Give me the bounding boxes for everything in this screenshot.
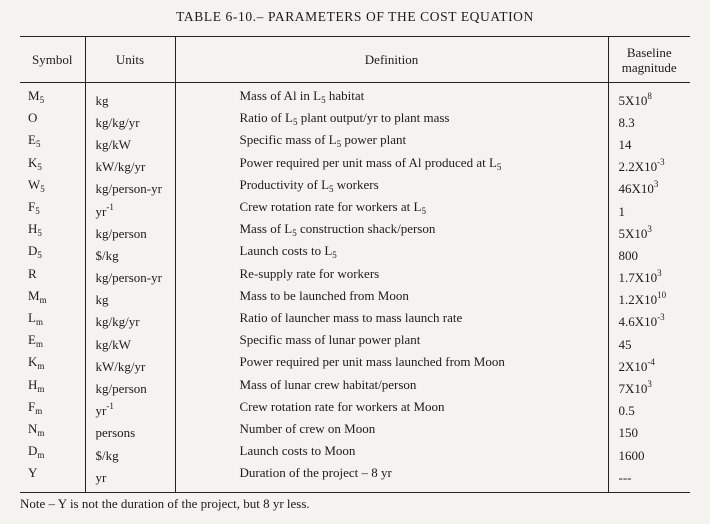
symbol-subscript: 5 [37,250,42,261]
symbol: N [28,420,38,436]
symbol-cell [20,442,85,464]
symbol-subscript: m [35,405,43,416]
magnitude-superscript: 8 [647,90,652,101]
symbol: M [28,88,40,104]
units-cell [85,287,175,309]
symbol-subscript: 5 [35,206,40,217]
magnitude-superscript: -4 [647,356,655,367]
symbol-cell [20,83,85,110]
magnitude: 150 [618,425,638,441]
units: yr [95,403,107,419]
definition-subscript: 5 [321,95,326,106]
symbol-cell [20,353,85,375]
symbol-subscript: 5 [40,183,45,194]
magnitude: 8.3 [618,114,635,130]
units-cell [85,131,175,153]
symbol: K [28,354,38,370]
definition-cell [175,176,608,198]
table-row [20,265,690,287]
symbol-subscript: m [37,383,45,394]
magnitude: 2X10 [618,358,648,374]
magnitude-cell [608,265,690,287]
header-row [20,37,690,83]
units-superscript: -1 [106,401,114,412]
units: kg [95,292,109,308]
symbol-cell [20,287,85,309]
units: kg/kW [95,336,131,352]
magnitude-cell [608,83,690,110]
symbol: D [28,443,38,459]
definition-cell [175,109,608,131]
definition-cell [175,353,608,375]
magnitude: 1 [618,203,625,219]
magnitude: 7X10 [618,381,648,397]
definition-cell [175,83,608,110]
table-row [20,287,690,309]
header-units: Units [85,37,175,83]
symbol: M [28,287,40,303]
definition: Mass to be launched from Moon [239,287,409,303]
magnitude-superscript: -3 [657,157,665,168]
units: kg/kg/yr [95,314,140,330]
units-superscript: -1 [106,201,114,212]
symbol-cell [20,176,85,198]
definition: Power required per unit mass of Al produced at L [239,154,497,170]
units-cell [85,109,175,131]
magnitude-cell [608,198,690,220]
symbol-subscript: m [35,316,43,327]
definition-cell [175,265,608,287]
magnitude-cell [608,464,690,493]
definition: Duration of the project – 8 yr [239,465,392,481]
header-baseline-line1: Baseline [626,44,672,60]
units: $/kg [95,247,119,263]
definition-cell [175,309,608,331]
symbol-subscript: m [39,294,47,305]
symbol: W [28,176,41,192]
definition-cell [175,420,608,442]
symbol-cell [20,464,85,493]
magnitude-cell [608,287,690,309]
definition-cell [175,154,608,176]
symbol-cell [20,309,85,331]
table-row [20,331,690,353]
symbol-subscript: m [35,339,43,350]
symbol-cell [20,154,85,176]
definition: Productivity of L [239,176,330,192]
magnitude-cell [608,353,690,375]
definition: Launch costs to L [239,243,333,259]
definition: Mass of L [239,221,293,237]
table-row [20,464,690,493]
symbol-cell [20,131,85,153]
header-symbol: Symbol [20,37,85,83]
definition-cell [175,198,608,220]
symbol-cell [20,109,85,131]
magnitude: 2.2X10 [618,159,658,175]
magnitude-cell [608,131,690,153]
definition-subscript: 5 [292,228,297,239]
magnitude-cell [608,331,690,353]
symbol: F [28,199,36,215]
definition: Number of crew on Moon [239,420,376,436]
symbol-cell [20,420,85,442]
table-title: TABLE 6-10.– PARAMETERS OF THE COST EQUATION [176,9,534,24]
units: $/kg [95,447,119,463]
units-cell [85,176,175,198]
symbol-subscript: 5 [37,161,42,172]
header-baseline-line2: magnitude [621,59,677,75]
magnitude-superscript: 3 [657,268,662,279]
definition-subscript: 5 [421,206,426,217]
symbol-cell [20,398,85,420]
units-cell [85,353,175,375]
definition: Ratio of launcher mass to mass launch rate [239,309,463,325]
table-row [20,375,690,397]
table-note: Note – Y is not the duration of the project, but 8 yr less. [20,496,310,511]
table-row [20,198,690,220]
magnitude: 1600 [618,447,645,463]
magnitude-superscript: 3 [647,379,652,390]
magnitude: --- [618,469,632,485]
definition-suffix: construction shack/person [296,221,436,237]
symbol: O [28,110,38,126]
table-row [20,131,690,153]
symbol: K [28,154,38,170]
table-row [20,109,690,131]
definition: Re-supply rate for workers [239,265,380,281]
symbol-cell [20,220,85,242]
magnitude: 1.7X10 [618,270,658,286]
definition: Crew rotation rate for workers at L [239,199,422,215]
units: kW/kg/yr [95,358,146,374]
magnitude: 0.5 [618,403,635,419]
table-row [20,398,690,420]
magnitude: 5X10 [618,92,648,108]
symbol-cell [20,242,85,264]
definition: Crew rotation rate for workers at Moon [239,398,445,414]
definition-subscript: 5 [332,250,337,261]
definition-cell [175,220,608,242]
definition-cell [175,331,608,353]
magnitude: 46X10 [618,181,654,197]
units-cell [85,198,175,220]
definition: Ratio of L [239,110,293,126]
magnitude-cell [608,442,690,464]
symbol-cell [20,375,85,397]
magnitude: 14 [618,136,632,152]
table-row [20,442,690,464]
magnitude-superscript: 3 [647,223,652,234]
units: persons [95,425,136,441]
definition-suffix: plant output/yr to plant mass [297,110,450,126]
definition-cell [175,287,608,309]
units: yr [95,469,107,485]
magnitude-cell [608,109,690,131]
magnitude-cell [608,154,690,176]
symbol: H [28,376,38,392]
symbol: H [28,221,38,237]
definition-suffix: power plant [341,132,407,148]
definition-subscript: 5 [329,183,334,194]
parameters-table [20,36,690,493]
units-cell [85,265,175,287]
symbol: Y [28,465,38,481]
table-row [20,220,690,242]
units-cell [85,331,175,353]
symbol: E [28,332,36,348]
units: kg/person [95,225,147,241]
units: kg/person [95,381,147,397]
magnitude-superscript: 10 [657,290,667,301]
magnitude-cell [608,398,690,420]
units: kg/kg/yr [95,114,140,130]
table-row [20,176,690,198]
definition-cell [175,375,608,397]
units: kW/kg/yr [95,159,146,175]
table-row [20,420,690,442]
units-cell [85,154,175,176]
symbol-cell [20,331,85,353]
magnitude-cell [608,375,690,397]
symbol-subscript: m [37,450,45,461]
symbol: L [28,309,36,325]
definition-suffix: habitat [325,88,365,104]
definition-cell [175,398,608,420]
units: kg/person-yr [95,270,162,286]
symbol-subscript: m [37,427,45,438]
definition: Specific mass of L [239,132,337,148]
definition-cell [175,242,608,264]
magnitude-superscript: 3 [653,179,659,190]
magnitude-superscript: -3 [657,312,665,323]
units-cell [85,398,175,420]
magnitude-cell [608,309,690,331]
header-baseline [608,37,690,83]
magnitude-cell [608,242,690,264]
magnitude: 1.2X10 [618,292,658,308]
symbol-subscript: 5 [37,228,42,239]
definition: Mass of lunar crew habitat/person [239,376,417,392]
units: yr [95,203,107,219]
definition-cell [175,442,608,464]
definition-subscript: 5 [496,161,502,172]
symbol: R [28,265,37,281]
symbol-subscript: 5 [39,95,45,106]
units-cell [85,464,175,493]
definition: Mass of Al in L [239,88,322,104]
units: kg/person-yr [95,181,162,197]
definition-subscript: 5 [292,117,298,128]
units-cell [85,442,175,464]
table-row [20,154,690,176]
table-row [20,309,690,331]
units-cell [85,309,175,331]
definition: Launch costs to Moon [239,443,356,459]
units: kg [95,92,109,108]
units-cell [85,375,175,397]
definition-suffix: workers [333,176,379,192]
magnitude-cell [608,176,690,198]
magnitude-cell [608,220,690,242]
magnitude: 45 [618,336,632,352]
symbol-subscript: 5 [35,139,41,150]
symbol: E [28,132,36,148]
definition-cell [175,464,608,493]
magnitude: 800 [618,247,638,263]
units: kg/kW [95,136,131,152]
units-cell [85,220,175,242]
symbol-cell [20,265,85,287]
symbol: F [28,398,36,414]
table-row [20,83,690,110]
units-cell [85,420,175,442]
magnitude: 4.6X10 [618,314,658,330]
definition-cell [175,131,608,153]
definition: Specific mass of lunar power plant [239,332,421,348]
table-row [20,242,690,264]
header-definition: Definition [175,37,608,83]
magnitude-cell [608,420,690,442]
symbol-cell [20,198,85,220]
units-cell [85,242,175,264]
symbol-subscript: m [37,361,45,372]
definition: Power required per unit mass launched from Moon [239,354,505,370]
magnitude: 5X10 [618,225,648,241]
symbol: D [28,243,38,259]
table-row [20,353,690,375]
units-cell [85,83,175,110]
definition-subscript: 5 [336,139,342,150]
